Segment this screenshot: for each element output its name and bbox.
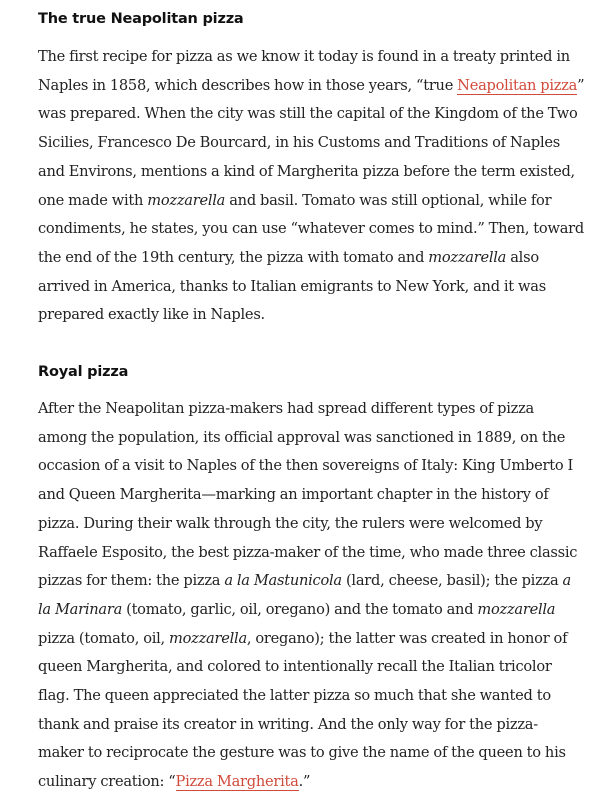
text-line: among the population, its official approval was sanctioned in 1889, on the xyxy=(38,428,566,446)
neapolitan-pizza-link[interactable]: Neapolitan pizza xyxy=(457,76,578,94)
text-line: pizza. During their walk through the city, the rulers were welcomed by xyxy=(38,514,543,532)
text-line: was prepared. When the city was still the capital of the Kingdom of the Two xyxy=(38,105,578,123)
text-line: Sicilies, Francesco De Bourcard, in his Customs and Traditions of Naples xyxy=(38,134,561,152)
text-line: culinary creation: “Pizza Margherita.” xyxy=(38,773,311,791)
text-line: and Queen Margherita—marking an important chapter in the history of xyxy=(38,486,549,504)
text-line: Naples in 1858, which describes how in those years, “true Neapolitan pizza” xyxy=(38,76,585,94)
text-line: la Marinara (tomato, garlic, oil, oregano) and the tomato and mozzarella xyxy=(38,600,556,618)
text-line: After the Neapolitan pizza-makers had spread different types of pizza xyxy=(38,400,535,417)
text-line: one made with mozzarella and basil. Tomato was still optional, while for xyxy=(38,191,552,209)
paragraph-neapolitan xyxy=(38,43,608,330)
section-heading-neapolitan: The true Neapolitan pizza xyxy=(38,11,244,27)
text-line: prepared exactly like in Naples. xyxy=(38,306,265,324)
text-line: thank and praise its creator in writing. And the only way for the pizza- xyxy=(38,715,538,733)
text-line: and Environs, mentions a kind of Margherita pizza before the term existed, xyxy=(38,162,575,180)
text-line: Raffaele Esposito, the best pizza-maker of the time, who made three classic xyxy=(38,543,578,561)
section-heading-royal-pizza: Royal pizza xyxy=(38,364,129,380)
text-line: queen Margherita, and colored to intentionally recall the Italian tricolor xyxy=(38,658,552,676)
text-line: pizzas for them: the pizza a la Mastunicola (lard, cheese, basil); the pizza a xyxy=(38,572,571,590)
text-line: maker to reciprocate the gesture was to give the name of the queen to his xyxy=(38,744,566,762)
paragraph-royal-pizza xyxy=(38,395,608,797)
text-line: arrived in America, thanks to Italian emigrants to New York, and it was xyxy=(38,277,546,295)
text-line: occasion of a visit to Naples of the then sovereigns of Italy: King Umberto I xyxy=(38,457,573,475)
text-line: The first recipe for pizza as we know it today is found in a treaty printed in xyxy=(38,48,570,65)
text-line: the end of the 19th century, the pizza with tomato and mozzarella also xyxy=(38,248,539,266)
text-line: pizza (tomato, oil, mozzarella, oregano); the latter was created in honor of xyxy=(38,629,568,647)
pizza-margherita-link[interactable]: Pizza Margherita xyxy=(175,773,299,791)
text-line: condiments, he states, you can use “whatever comes to mind.” Then, toward xyxy=(38,220,584,238)
text-line: flag. The queen appreciated the latter pizza so much that she wanted to xyxy=(38,687,551,705)
